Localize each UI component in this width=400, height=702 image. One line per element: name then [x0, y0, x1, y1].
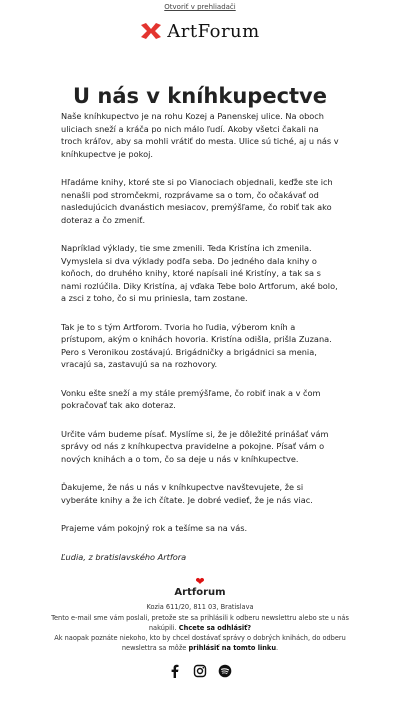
open-in-browser-link[interactable]: Otvoriť v prehliadači: [164, 3, 236, 11]
logo-text: ArtForum: [167, 20, 260, 42]
page-title: U nás v kníhkupectve: [73, 84, 327, 108]
footer-subscribe-info: Ak naopak poznáte niekoho, kto by chcel dostávať správy o dobrých knihách, do odberu newslettra sa môže: [54, 634, 346, 652]
subscribe-link[interactable]: prihlásiť na tomto linku: [188, 644, 277, 652]
footer-unsubscribe-info: Tento e-mail sme vám poslali, pretože ste sa prihlásili k odberu newslettru alebo ste u nás nakúpili.: [51, 614, 349, 632]
paragraph: Napríklad výklady, tie sme zmenili. Teda Kristína ich zmenila. Vymyslela si dva výklady podľa seba. Do jedného dala knihy o koňoch, do druhého knihy, ktoré napísali iné Kristíny, a tak sa s nami rozlúčila. Diky Kristína, aj vďaka Tebe bolo Artforum, aké bolo, a zsci z toho, čo si mu priniesla, tam zostane.: [61, 243, 338, 303]
heart-icon: ❤: [195, 575, 205, 588]
article-body: [61, 110, 341, 579]
social-links: [0, 663, 400, 677]
footer-title: Artforum: [174, 587, 226, 598]
instagram-icon[interactable]: [193, 663, 207, 677]
unsubscribe-link[interactable]: Chcete sa odhlásiť?: [178, 624, 252, 632]
facebook-icon[interactable]: [168, 663, 182, 677]
footer-address: Kozia 611/20, 811 03, Bratislava: [146, 603, 254, 611]
paragraph: Ďakujeme, že nás u nás v kníhkupectve navštevujete, že si vyberáte knihy a že ich čítate. Je dobré vedieť, že je nás viac.: [61, 482, 313, 505]
footer-subscribe-text: [50, 633, 350, 653]
paragraph: Prajeme vám pokojný rok a tešíme sa na vás.: [61, 523, 248, 533]
footer-unsubscribe-text: [50, 613, 350, 633]
paragraph: Určite vám budeme písať. Myslíme si, že je dôležité prinášať vám správy od nás z kníhkupectva pravidelne a pokojne. Písať vám o nových knihách a o tom, čo sa deje u nás v kníhkupectve.: [61, 428, 329, 464]
footer-subscribe-end: .: [276, 644, 279, 652]
paragraph: Naše kníhkupectvo je na rohu Kozej a Panenskej ulice. Na oboch uliciach sneží a kráča po nich málo ľudí. Akoby všetci čakali na troch kráľov, aby sa mohli vrátiť do mesta. Ulice sú tiché, aj u nás v kníhkupectve je pokoj.: [61, 111, 339, 159]
artforum-logo[interactable]: [0, 19, 400, 43]
artforum-logo-mark-icon: [140, 22, 162, 40]
paragraph: Vonku ešte sneží a my stále premýšľame, čo robiť inak a v čom pokračovať tak ako doteraz.: [61, 387, 321, 410]
spotify-icon[interactable]: [218, 663, 232, 677]
paragraph: Hľadáme knihy, ktoré ste si po Vianociach objednali, keďže ste ich nenašli pod stromčekmi, rozprávame sa o tom, čo očakávať od nasledujúcich dvanástich mesiacov, premýšľame, čo robiť tak ako doteraz a čo zmeniť.: [61, 177, 333, 225]
signature: Ľudia, z bratislavského Artfora: [61, 551, 187, 562]
paragraph: Tak je to s tým Artforom. Tvoria ho ľudia, výberom kníh a prístupom, akým o knihách hovoria. Kristína odišla, prišla Zuzana. Pero s Veronikou zostávajú. Brigádničky a brigádnici sa menia, vracajú sa, zastavujú sa na rozhovory.: [61, 321, 332, 369]
